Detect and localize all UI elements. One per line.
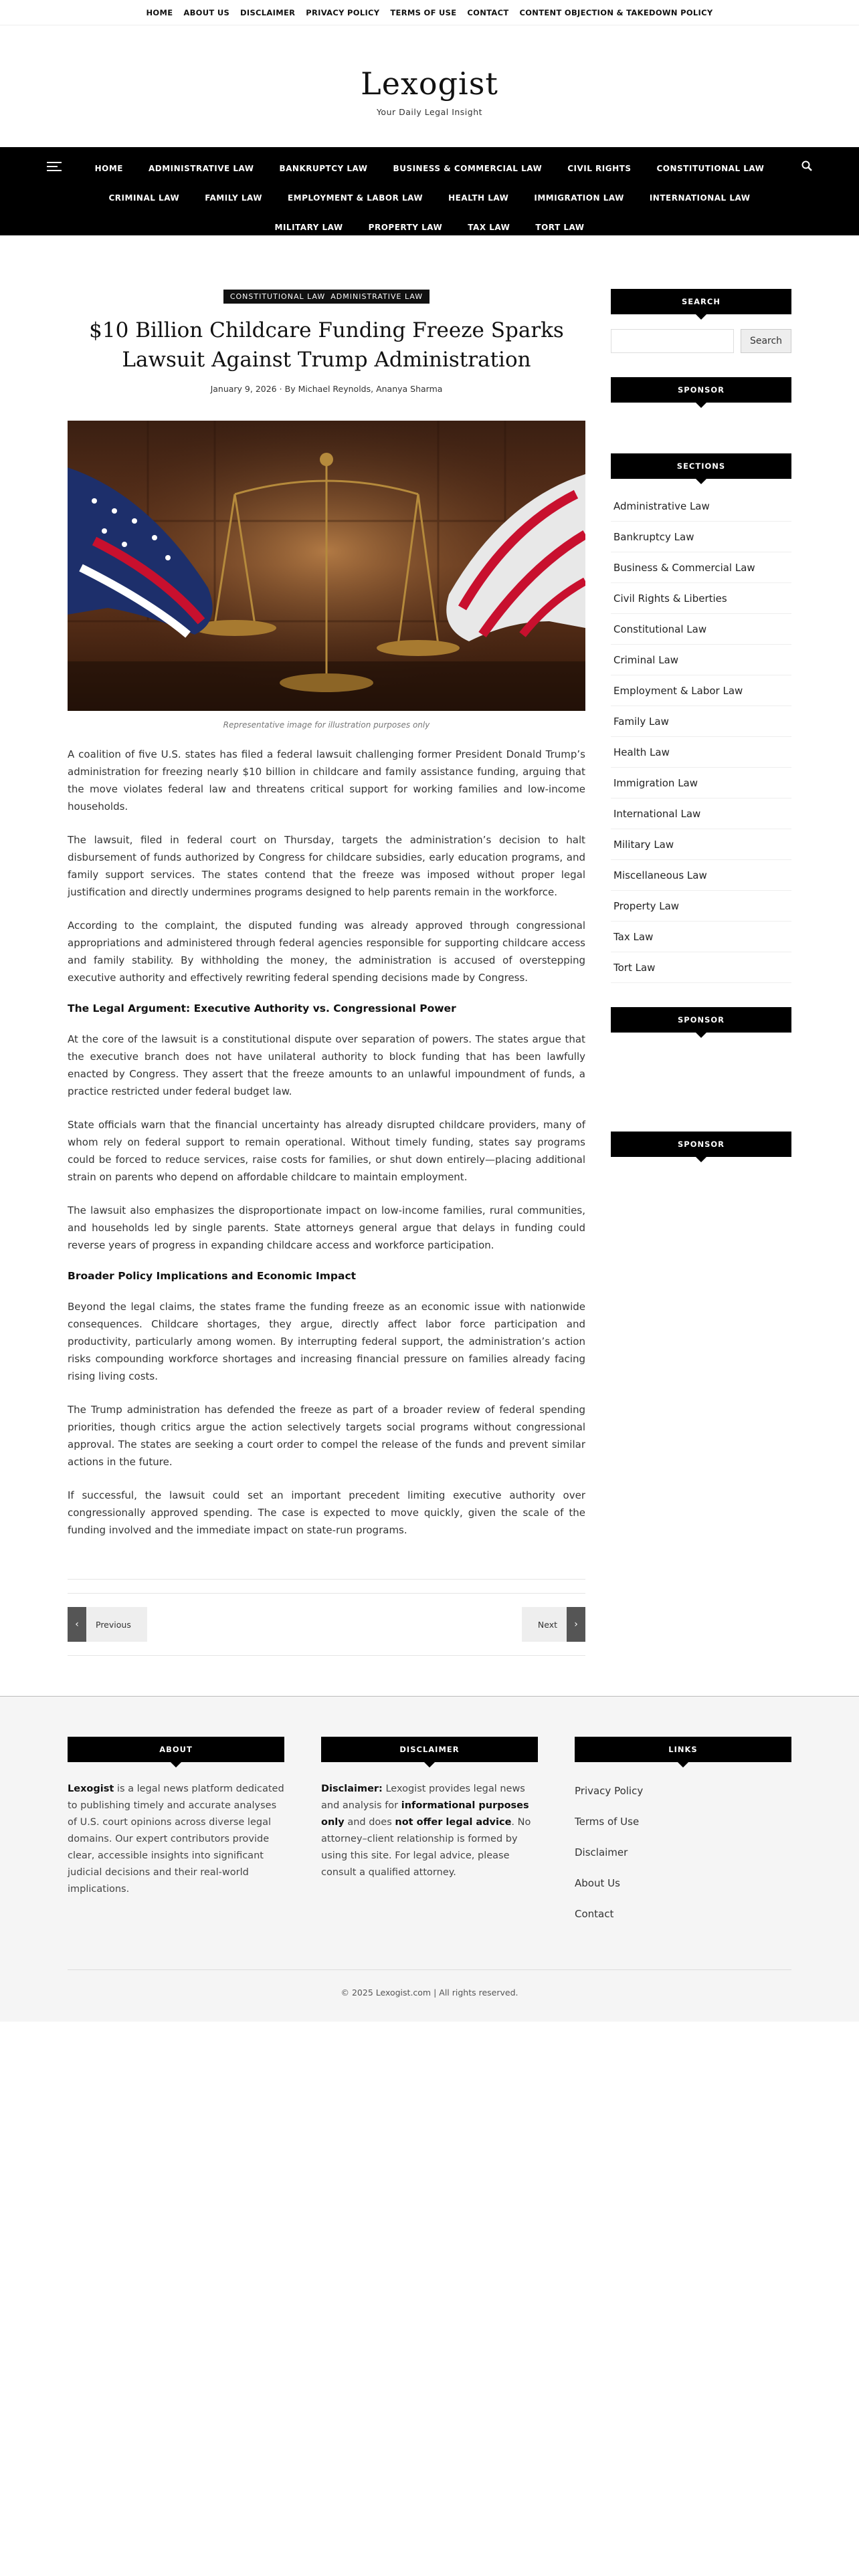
nav-tax-law[interactable]: TAX LAW [468,223,510,232]
sections-list [611,491,791,983]
copyright: © 2025 Lexogist.com | All rights reserved. [68,1969,791,2022]
section-link[interactable]: Tort Law [611,952,791,983]
section-heading: Broader Policy Implications and Economic Impact [68,1270,357,1282]
featured-image [68,421,585,711]
site-footer [0,1696,859,2022]
site-title[interactable]: Lexogist [361,66,498,102]
paragraph: At the core of the lawsuit is a constitutional dispute over separation of powers. The states argue that the executive branch does not have unilateral authority to block funding that has been lawfully enacted by Congress. They assert that the freeze amounts to an unlawful impoundment of funds, a practice restricted under federal budget law. [68,1033,585,1097]
section-link[interactable]: Civil Rights & Liberties [611,583,791,614]
footer-link-contact[interactable]: Contact [575,1908,614,1920]
nav-tort-law[interactable]: TORT LAW [535,223,585,232]
section-link[interactable]: Tax Law [611,922,791,952]
nav-criminal-law[interactable]: CRIMINAL LAW [108,193,180,203]
section-link[interactable]: Property Law [611,891,791,922]
sponsor-widget-3 [611,1132,791,1157]
nav-international-law[interactable]: INTERNATIONAL LAW [649,193,751,203]
chevron-left-icon: ‹ [68,1607,86,1642]
chevron-right-icon: › [567,1607,585,1642]
post-meta [68,384,585,394]
footer-links-list [575,1776,791,1929]
footer-disclaimer-text [321,1781,538,1881]
section-heading: The Legal Argument: Executive Authority vs. Congressional Power [68,1002,456,1014]
search-button[interactable]: Search [741,329,791,353]
nav-employment-labor-law[interactable]: EMPLOYMENT & LABOR LAW [287,193,423,203]
search-icon[interactable] [801,160,812,174]
section-link[interactable]: Health Law [611,737,791,768]
top-menu-contact[interactable]: CONTACT [467,7,509,17]
site-branding [0,25,859,147]
paragraph: The lawsuit, filed in federal court on Thursday, targets the administration’s decision to halt disbursement of funds authorized by Congress for childcare subsidies, early education programs, and family support services. The states contend that the freeze was imposed without proper legal justification and directly undermines programs designed to help parents remain in the workforce. [68,834,585,898]
category-badge[interactable] [223,290,430,304]
section-link[interactable]: Constitutional Law [611,614,791,645]
top-menu-home[interactable]: HOME [146,7,173,17]
nav-administrative-law[interactable]: ADMINISTRATIVE LAW [148,164,254,173]
section-link[interactable]: Criminal Law [611,645,791,675]
nav-family-law[interactable]: FAMILY LAW [205,193,262,203]
top-menu-privacy-policy[interactable]: PRIVACY POLICY [306,7,380,17]
top-menu [0,0,859,25]
footer-disclaimer-title: DISCLAIMER [321,1737,538,1762]
post-categories [68,289,585,304]
paragraph: The Trump administration has defended the freeze as part of a broader review of federal spending priorities, though critics argue the action selectively targets social programs without congressional approval. The states are seeking a court order to compel the release of the funds and prevent similar actions in the future. [68,1404,585,1468]
article-body [68,746,585,1539]
footer-link-terms-of-use[interactable]: Terms of Use [575,1816,640,1828]
top-menu-disclaimer[interactable]: DISCLAIMER [240,7,296,17]
disclaimer-bold: informational purposes only [321,1800,529,1828]
category-constitutional-law[interactable]: CONSTITUTIONAL LAW [229,292,326,301]
footer-link-disclaimer[interactable]: Disclaimer [575,1846,628,1858]
paragraph: State officials warn that the financial uncertainty has already disrupted childcare providers, many of whom rely on federal support to remain operational. Without timely funding, states say programs could be forced to reduce services, raise costs for families, or shut down entirely—placing additional strain on parents who depend on affordable childcare to maintain employment. [68,1119,585,1183]
site-tagline: Your Daily Legal Insight [376,107,483,117]
top-menu-terms-of-use[interactable]: TERMS OF USE [390,7,457,17]
paragraph: The lawsuit also emphasizes the disproportionate impact on low-income families, rural communities, and households led by single parents. State attorneys general argue that delays in funding could reverse years of progress in expanding childcare access and workforce participation. [68,1204,585,1251]
nav-bankruptcy-law[interactable]: BANKRUPTCY LAW [279,164,368,173]
footer-about-text [68,1781,284,1898]
nav-home[interactable]: HOME [94,164,123,173]
nav-military-law[interactable]: MILITARY LAW [274,223,343,232]
nav-constitutional-law[interactable]: CONSTITUTIONAL LAW [656,164,765,173]
divider [68,1579,585,1580]
category-administrative-law[interactable]: ADMINISTRATIVE LAW [330,292,423,301]
disclaimer-part: Lexogist provides legal news and analysis for [321,1784,525,1811]
nav-business-commercial-law[interactable]: BUSINESS & COMMERCIAL LAW [393,164,543,173]
menu-toggle-icon[interactable] [47,162,62,174]
section-link[interactable]: International Law [611,798,791,829]
section-link[interactable]: Business & Commercial Law [611,552,791,583]
footer-about-title: ABOUT [68,1737,284,1762]
nav-property-law[interactable]: PROPERTY LAW [368,223,443,232]
search-widget-title: SEARCH [611,289,791,314]
footer-link-privacy-policy[interactable]: Privacy Policy [575,1785,644,1797]
previous-post-button[interactable] [68,1607,147,1642]
footer-brand: Lexogist [68,1784,114,1794]
footer-links-title: LINKS [575,1737,791,1762]
post-date[interactable]: January 9, 2026 [210,384,277,394]
next-post-button[interactable] [522,1607,585,1642]
previous-label: Previous [96,1619,131,1630]
page-container [68,235,791,1656]
sidebar [611,289,791,1656]
sponsor-widget [611,377,791,453]
footer-link-about-us[interactable]: About Us [575,1877,620,1889]
disclaimer-bold: not offer legal advice [395,1817,512,1828]
post-title: $10 Billion Childcare Funding Freeze Sparks Lawsuit Against Trump Administration [89,318,564,372]
scales-of-justice-illustration [68,421,585,711]
primary-navigation [0,147,859,235]
section-link[interactable]: Employment & Labor Law [611,675,791,706]
section-link[interactable]: Bankruptcy Law [611,522,791,552]
search-widget [611,289,791,353]
footer-about [68,1737,284,1929]
sponsor-widget-title: SPONSOR [611,377,791,403]
paragraph: A coalition of five U.S. states has filed a federal lawsuit challenging former President Donald Trump’s administration for freezing nearly $10 billion in childcare and family assistance funding, arguing that the move violates federal law and threatens critical support for working families and low-income households. [68,748,585,813]
section-link[interactable]: Family Law [611,706,791,737]
paragraph: Beyond the legal claims, the states frame the funding freeze as an economic issue with nationwide consequences. Childcare shortages, they argue, directly affect labor force participation and productivity, particularly among women. By interrupting federal support, the administration’s action risks compounding workforce shortages and increasing financial pressure on families already facing rising living costs. [68,1301,585,1382]
disclaimer-part: and does [344,1817,395,1828]
paragraph: If successful, the lawsuit could set an important precedent limiting executive authority over congressionally approved spending. The case is expected to move quickly, given the scale of the funding involved and the immediate impact on state-run programs. [68,1489,585,1536]
nav-health-law[interactable]: HEALTH LAW [448,193,509,203]
section-link[interactable]: Miscellaneous Law [611,860,791,891]
section-link[interactable]: Administrative Law [611,491,791,522]
image-caption: Representative image for illustration purposes only [223,720,430,730]
sponsor-widget-title: SPONSOR [611,1132,791,1157]
sections-widget-title: SECTIONS [611,453,791,479]
footer-about-body: is a legal news platform dedicated to publishing timely and accurate analyses of U.S. court opinions across diverse legal domains. Our expert contributors provide clear, accessible insights into significant judicial decisions and their real-world implications. [68,1784,284,1895]
top-menu-about-us[interactable]: ABOUT US [183,7,230,17]
disclaimer-part: . No attorney–client relationship is formed by using this site. For legal advice, please consult a qualified attorney. [321,1817,531,1878]
paragraph: According to the complaint, the disputed funding was already approved through congressional appropriations and administered through federal agencies responsible for supporting childcare access and family stability. By withholding the money, the administration is accused of overstepping executive authority and effectively rewriting federal spending decisions made by Congress. [68,920,585,984]
post-navigation [68,1593,585,1656]
footer-disclaimer [321,1737,538,1929]
next-label: Next [537,1619,557,1630]
sections-widget [611,453,791,983]
sponsor-widget-2 [611,1007,791,1107]
page-bottom-space [0,2022,859,2496]
section-link[interactable]: Military Law [611,829,791,860]
footer-links [575,1737,791,1929]
section-link[interactable]: Immigration Law [611,768,791,798]
nav-immigration-law[interactable]: IMMIGRATION LAW [534,193,624,203]
meta-separator: · [279,384,282,394]
top-menu-takedown-policy[interactable]: CONTENT OBJECTION & TAKEDOWN POLICY [519,7,713,17]
sponsor-widget-title: SPONSOR [611,1007,791,1033]
post-byline[interactable]: By Michael Reynolds, Ananya Sharma [284,384,443,394]
article [68,289,585,1656]
disclaimer-lead: Disclaimer: [321,1784,383,1794]
search-input[interactable] [611,329,734,353]
nav-civil-rights[interactable]: CIVIL RIGHTS [567,164,632,173]
